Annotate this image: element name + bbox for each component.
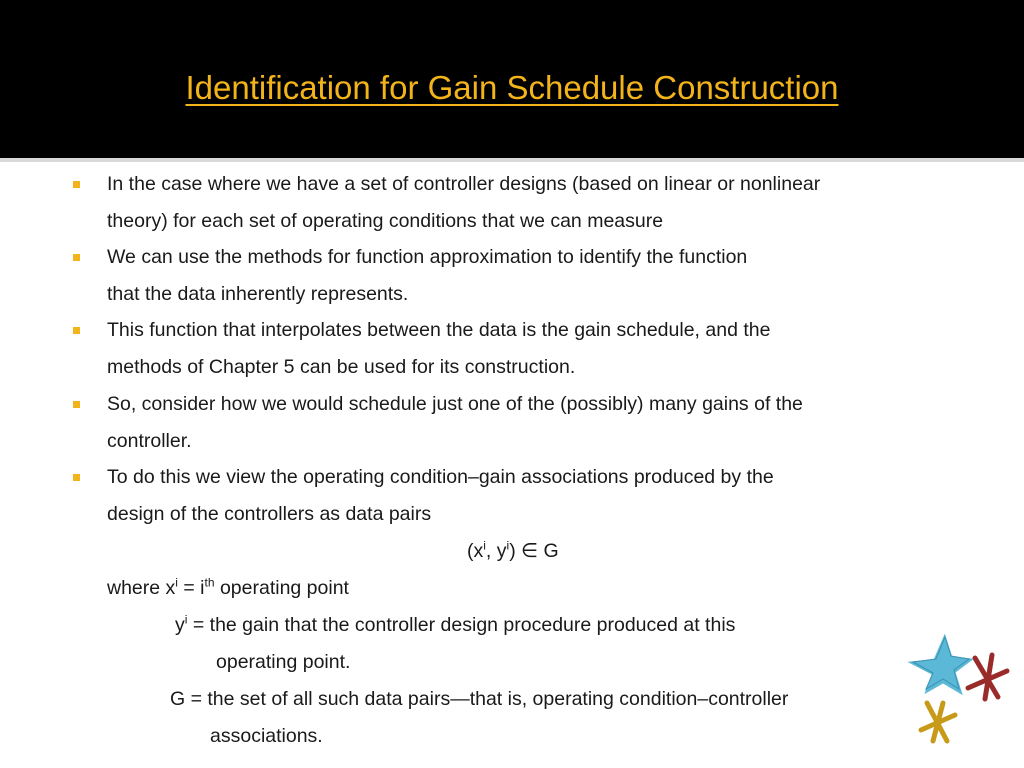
- bullet-marker: [73, 181, 80, 188]
- bullet-marker: [73, 401, 80, 408]
- formula-data-pairs: ($x^i$, $y^i$) ∈ G: [467, 538, 559, 562]
- bullet-marker: [73, 254, 80, 261]
- bullet-1-line-2: theory) for each set of operating conditions that we can measure: [107, 210, 664, 232]
- slide-title: Identification for Gain Schedule Construction: [185, 69, 839, 106]
- header-divider: [0, 158, 1024, 162]
- bullet-5-line-1: To do this we view the operating condition–gain associations produced by the: [107, 466, 774, 488]
- bullet-3-line-1: This function that interpolates between the data is the gain schedule, and the: [107, 319, 771, 341]
- bullet-2-line-1: We can use the methods for function approximation to identify the function: [107, 246, 748, 268]
- asterisk-gold-icon: [921, 703, 955, 741]
- bullet-4-line-1: So, consider how we would schedule just one of the (possibly) many gains of the: [107, 393, 803, 415]
- g-definition-continued: associations.: [210, 725, 323, 747]
- decoration-group: [895, 625, 1024, 768]
- g-definition: G = the set of all such data pairs—that is, operating condition–controller: [170, 688, 789, 710]
- bullet-4-line-2: controller.: [107, 430, 192, 452]
- bullet-1-line-1: In the case where we have a set of controller designs (based on linear or nonlinear: [107, 173, 821, 195]
- where-definition: where $x^i = i^{th}$ operating point: [107, 575, 349, 599]
- title-bar: [0, 0, 1024, 158]
- bullet-marker: [73, 474, 80, 481]
- bullet-3-line-2: methods of Chapter 5 can be used for its construction.: [107, 356, 576, 378]
- bullet-marker: [73, 327, 80, 334]
- y-definition-continued: operating point.: [216, 651, 351, 673]
- bullet-5-line-2: design of the controllers as data pairs: [107, 503, 432, 525]
- y-definition: $y^i$ = the gain that the controller design procedure produced at this: [175, 612, 736, 636]
- bullet-2-line-2: that the data inherently represents.: [107, 283, 409, 305]
